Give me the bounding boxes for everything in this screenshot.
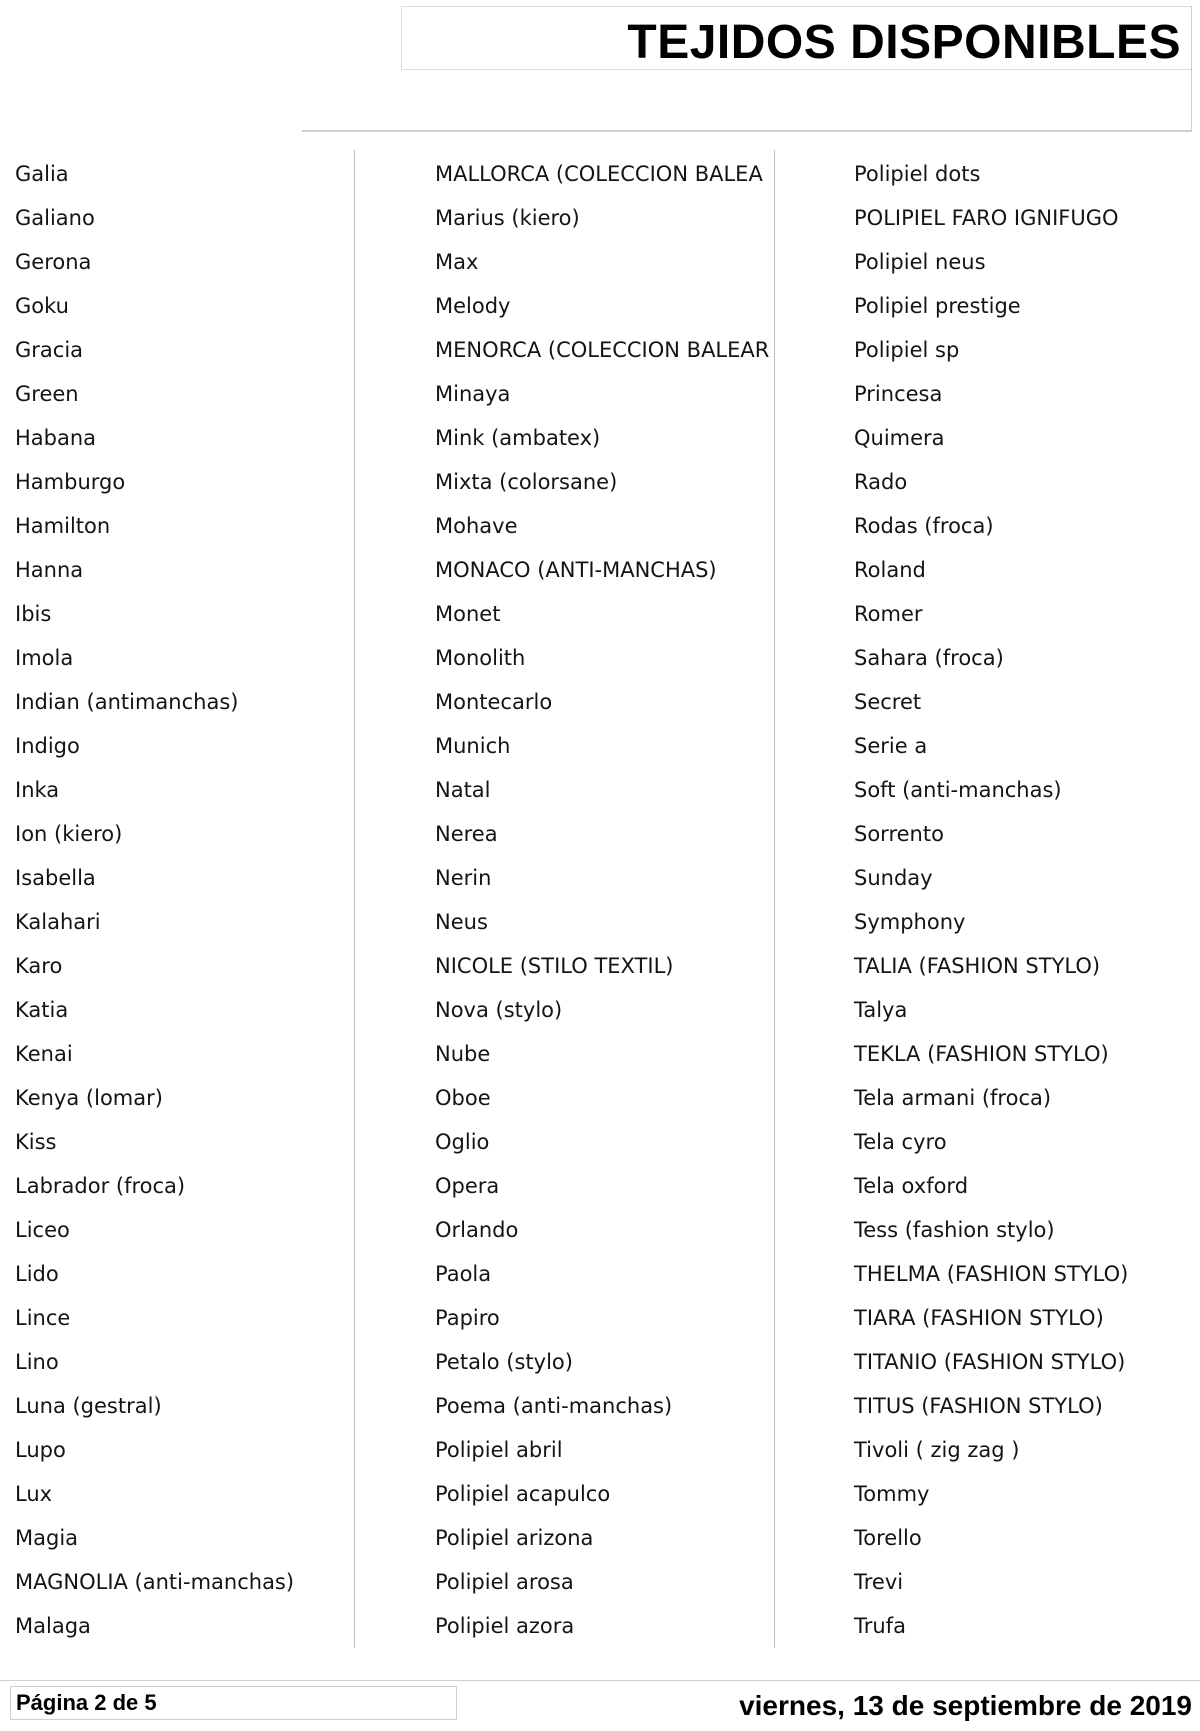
- fabric-list-item: Nerea: [435, 822, 498, 846]
- fabric-list-item: Ibis: [15, 602, 52, 626]
- fabric-list-item: Mohave: [435, 514, 518, 538]
- fabric-list-item: Tommy: [854, 1482, 930, 1506]
- fabric-list-item: POLIPIEL FARO IGNIFUGO: [854, 206, 1119, 230]
- fabric-list-item: Princesa: [854, 382, 943, 406]
- fabric-list-item: Munich: [435, 734, 511, 758]
- fabric-list-item: Trevi: [854, 1570, 904, 1594]
- fabric-list-item: Secret: [854, 690, 922, 714]
- fabric-list-item: Tivoli ( zig zag ): [854, 1438, 1020, 1462]
- fabric-list-item: Serie a: [854, 734, 928, 758]
- fabric-list-item: Roland: [854, 558, 926, 582]
- fabric-list-item: TITUS (FASHION STYLO): [854, 1394, 1103, 1418]
- page-number: Página 2 de 5: [16, 1690, 157, 1715]
- fabric-list-item: Paola: [435, 1262, 492, 1286]
- fabric-list-item: Sorrento: [854, 822, 944, 846]
- fabric-list-item: TIARA (FASHION STYLO): [854, 1306, 1104, 1330]
- fabric-list-item: Monolith: [435, 646, 526, 670]
- fabric-column-2: [435, 152, 769, 1648]
- fabric-list-item: Liceo: [15, 1218, 70, 1242]
- fabric-list-item: MAGNOLIA (anti-manchas): [15, 1570, 295, 1594]
- fabric-list-item: Gerona: [15, 250, 92, 274]
- fabric-list-item: Labrador (froca): [15, 1174, 186, 1198]
- fabric-list-item: Trufa: [854, 1614, 906, 1638]
- fabric-list-item: Nerin: [435, 866, 492, 890]
- title-box: [401, 6, 1192, 70]
- fabric-list-item: Goku: [15, 294, 69, 318]
- fabric-list-item: Lido: [15, 1262, 59, 1286]
- column-divider: [354, 150, 355, 1648]
- fabric-list-item: TALIA (FASHION STYLO): [854, 954, 1101, 978]
- footer-divider: [0, 1680, 1200, 1681]
- fabric-list-item: Nube: [435, 1042, 491, 1066]
- header-divider: [302, 130, 1192, 132]
- fabric-list-item: Tela cyro: [854, 1130, 947, 1154]
- fabric-list-item: Galiano: [15, 206, 95, 230]
- fabric-list-item: Polipiel arosa: [435, 1570, 574, 1594]
- fabric-list-item: Magia: [15, 1526, 79, 1550]
- fabric-list-item: Luna (gestral): [15, 1394, 162, 1418]
- fabric-list-item: Indian (antimanchas): [15, 690, 239, 714]
- fabric-list-item: Polipiel sp: [854, 338, 960, 362]
- fabric-list-item: MENORCA (COLECCION BALEAR: [435, 338, 770, 362]
- fabric-list-item: Petalo (stylo): [435, 1350, 573, 1374]
- fabric-list-item: Ion (kiero): [15, 822, 123, 846]
- fabric-list-item: Malaga: [15, 1614, 91, 1638]
- fabric-list-item: Polipiel prestige: [854, 294, 1021, 318]
- fabric-list-item: Karo: [15, 954, 63, 978]
- fabric-list-item: Rodas (froca): [854, 514, 994, 538]
- fabric-list-item: Green: [15, 382, 79, 406]
- fabric-list-item: Kenya (lomar): [15, 1086, 163, 1110]
- fabric-list-item: Katia: [15, 998, 69, 1022]
- fabric-list-item: Polipiel acapulco: [435, 1482, 611, 1506]
- header-divider-vertical: [1191, 6, 1192, 132]
- fabric-list-item: Polipiel dots: [854, 162, 981, 186]
- fabric-list-item: TITANIO (FASHION STYLO): [854, 1350, 1126, 1374]
- fabric-list-item: Lince: [15, 1306, 71, 1330]
- fabric-list-item: MALLORCA (COLECCION BALEA: [435, 162, 763, 186]
- fabric-list-item: Poema (anti-manchas): [435, 1394, 673, 1418]
- fabric-list-item: Natal: [435, 778, 491, 802]
- fabric-list-item: Papiro: [435, 1306, 500, 1330]
- fabric-list-item: Tela oxford: [854, 1174, 969, 1198]
- fabric-list-item: Polipiel azora: [435, 1614, 575, 1638]
- fabric-list-item: Rado: [854, 470, 908, 494]
- fabric-list-item: Romer: [854, 602, 923, 626]
- fabric-list-item: Marius (kiero): [435, 206, 580, 230]
- fabric-list-item: Lux: [15, 1482, 53, 1506]
- fabric-list-item: Symphony: [854, 910, 966, 934]
- fabric-list-item: Sunday: [854, 866, 933, 890]
- fabric-list-item: Mink (ambatex): [435, 426, 601, 450]
- fabric-list-item: Habana: [15, 426, 97, 450]
- fabric-list-item: Kiss: [15, 1130, 57, 1154]
- fabric-list-item: Hanna: [15, 558, 84, 582]
- fabric-list-item: Torello: [854, 1526, 922, 1550]
- fabric-list-item: Sahara (froca): [854, 646, 1004, 670]
- fabric-list-item: Lino: [15, 1350, 59, 1374]
- fabric-list-item: Hamburgo: [15, 470, 126, 494]
- fabric-column-1: [15, 152, 294, 1648]
- fabric-list-item: MONACO (ANTI-MANCHAS): [435, 558, 717, 582]
- fabric-list-item: Monet: [435, 602, 501, 626]
- page-number-box: [10, 1686, 457, 1720]
- fabric-list-item: Isabella: [15, 866, 96, 890]
- column-divider: [774, 150, 775, 1648]
- fabric-list-item: Talya: [854, 998, 908, 1022]
- fabric-list-item: THELMA (FASHION STYLO): [854, 1262, 1129, 1286]
- fabric-list-item: Minaya: [435, 382, 511, 406]
- fabric-list-item: Polipiel neus: [854, 250, 986, 274]
- fabric-list-item: Max: [435, 250, 479, 274]
- fabric-list-item: Kalahari: [15, 910, 101, 934]
- fabric-list-item: Lupo: [15, 1438, 66, 1462]
- fabric-list-item: Soft (anti-manchas): [854, 778, 1062, 802]
- fabric-list-item: Tela armani (froca): [854, 1086, 1052, 1110]
- fabric-list-item: Polipiel arizona: [435, 1526, 594, 1550]
- fabric-list-item: Orlando: [435, 1218, 519, 1242]
- fabric-list-item: Nova (stylo): [435, 998, 563, 1022]
- fabric-list-item: Quimera: [854, 426, 945, 450]
- fabric-list-item: Oglio: [435, 1130, 490, 1154]
- fabric-list-item: Neus: [435, 910, 488, 934]
- fabric-list-item: Inka: [15, 778, 60, 802]
- fabric-list-item: NICOLE (STILO TEXTIL): [435, 954, 674, 978]
- fabric-list-item: Gracia: [15, 338, 84, 362]
- fabric-list-item: Imola: [15, 646, 74, 670]
- fabric-list-item: Kenai: [15, 1042, 73, 1066]
- fabric-list-item: Polipiel abril: [435, 1438, 563, 1462]
- fabric-list-item: Indigo: [15, 734, 80, 758]
- footer-date: viernes, 13 de septiembre de 2019: [739, 1690, 1192, 1721]
- fabric-list-item: Tess (fashion stylo): [854, 1218, 1055, 1242]
- fabric-list-item: Hamilton: [15, 514, 111, 538]
- fabric-column-3: [854, 152, 1128, 1648]
- fabric-list-item: Opera: [435, 1174, 500, 1198]
- page-title: TEJIDOS DISPONIBLES: [627, 16, 1181, 69]
- fabric-list-item: Oboe: [435, 1086, 491, 1110]
- fabric-list-item: Galia: [15, 162, 69, 186]
- fabric-list-item: Montecarlo: [435, 690, 553, 714]
- fabric-list-item: Melody: [435, 294, 511, 318]
- fabric-list-item: TEKLA (FASHION STYLO): [854, 1042, 1109, 1066]
- fabric-list-item: Mixta (colorsane): [435, 470, 618, 494]
